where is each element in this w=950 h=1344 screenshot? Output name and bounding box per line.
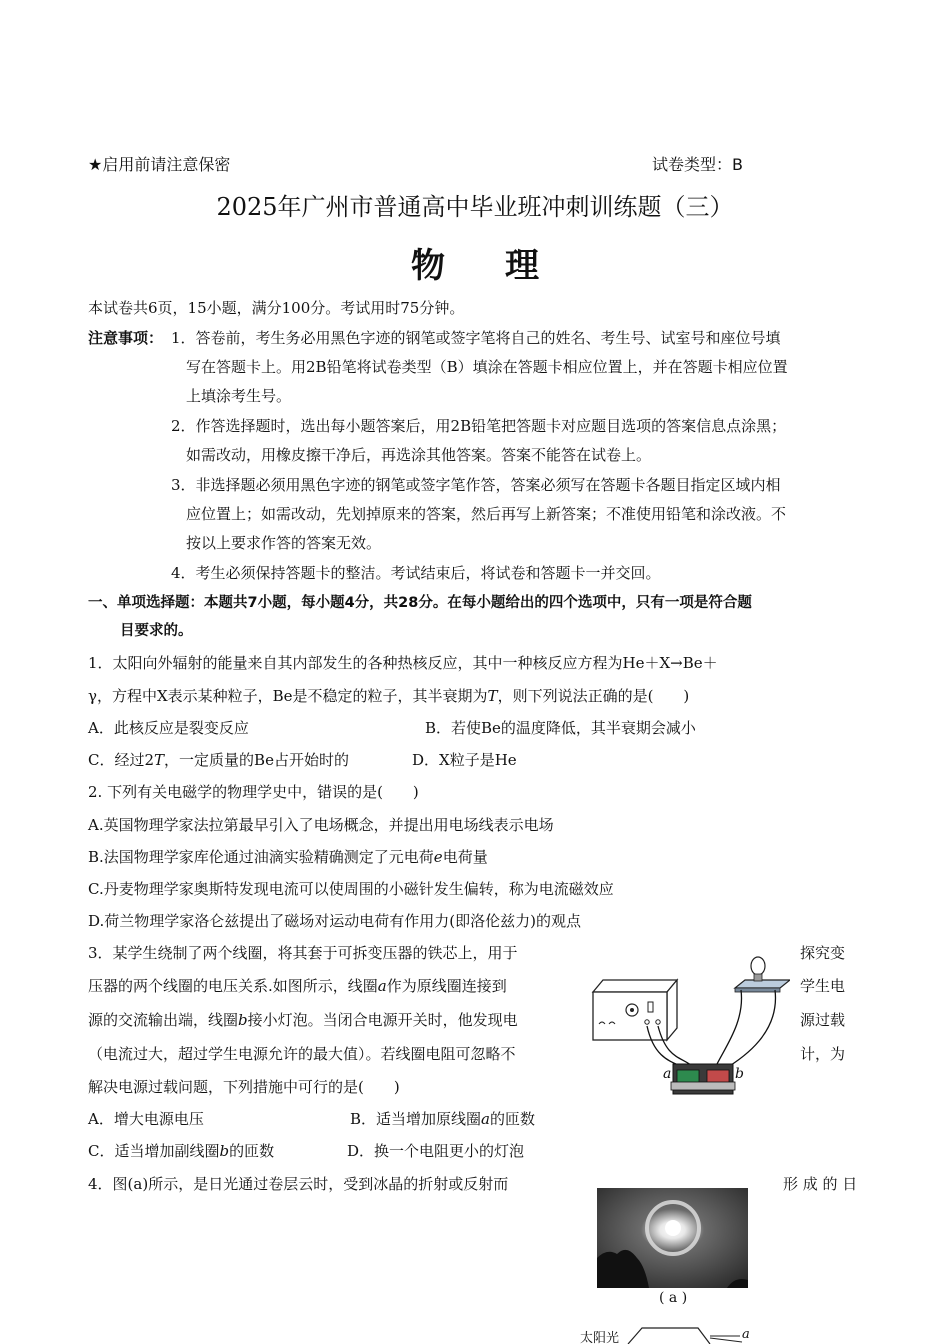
q4-stem-line1: 4．图(a)所示，是日光通过卷层云时，受到冰晶的折射或反射而 bbox=[88, 1175, 509, 1193]
q3-option-d: D．换一个电阻更小的灯泡 bbox=[347, 1142, 525, 1160]
q3-option-a: A．增大电源电压 bbox=[88, 1110, 204, 1128]
transformer-core-icon bbox=[671, 1064, 735, 1094]
coil-b-label: b bbox=[735, 1066, 744, 1082]
section-heading-cont: 目要求的。 bbox=[120, 623, 193, 639]
notice-item-3-line3: 按以上要求作答的答案无效。 bbox=[186, 534, 382, 552]
halo-photo bbox=[597, 1188, 748, 1288]
paper-type: 试卷类型：B bbox=[652, 155, 743, 174]
q2-stem: 2. 下列有关电磁学的物理学史中，错误的是( ) bbox=[88, 783, 419, 801]
q1-option-b: B．若使Be的温度降低，其半衰期会减小 bbox=[425, 719, 696, 737]
notice-item-1-line1: 1．答卷前，考生务必用黑色字迹的钢笔或签字笔将自己的姓名、考生号、试室号和座位号填 bbox=[171, 329, 781, 347]
section-heading: 一、单项选择题：本题共7小题，每小题4分，共28分。在每小题给出的四个选项中，只有一项是符合题 bbox=[88, 595, 752, 611]
notice-item-2-line2: 如需改动，用橡皮擦干净后，再选涂其他答案。答案不能答在试卷上。 bbox=[186, 446, 652, 464]
q3-stem-line2: 压器的两个线圈的电压关系.如图所示，线圈a作为原线圈连接到 bbox=[88, 977, 507, 995]
exam-intro: 本试卷共6页，15小题，满分100分。考试用时75分钟。 bbox=[88, 299, 465, 317]
q3-option-b: B．适当增加原线圈a的匝数 bbox=[350, 1110, 535, 1128]
q3-option-c: C．适当增加副线圈b的匝数 bbox=[88, 1142, 275, 1160]
q3-stem-line3-right: 源过载 bbox=[800, 1011, 846, 1029]
q1-option-a: A．此核反应是裂变反应 bbox=[88, 719, 249, 737]
q1-stem-line2: γ，方程中X表示某种粒子，Be是不稳定的粒子，其半衰期为T，则下列说法正确的是( ) bbox=[88, 687, 690, 705]
transformer-figure bbox=[585, 952, 790, 1097]
power-supply-icon bbox=[593, 980, 677, 1040]
q2-option-d: D.荷兰物理学家洛仑兹提出了磁场对运动电荷有作用力(即洛伦兹力)的观点 bbox=[88, 912, 581, 930]
q4-stem-line1-right: 形 成 的 日 bbox=[783, 1175, 858, 1193]
q3-stem-line5: 解决电源过载问题，下列措施中可行的是( ) bbox=[88, 1078, 400, 1096]
confidential-note: ★启用前请注意保密 bbox=[88, 155, 231, 174]
q3-stem-line4-right: 计，为 bbox=[800, 1045, 846, 1063]
bulb-icon bbox=[735, 957, 790, 992]
notice-label: 注意事项： bbox=[88, 329, 164, 347]
q3-stem-line3: 源的交流输出端，线圈b接小灯泡。当闭合电源开关时，他发现电 bbox=[88, 1011, 518, 1029]
notice-item-4-line1: 4．考生必须保持答题卡的整洁。考试结束后，将试卷和答题卡一并交回。 bbox=[171, 564, 661, 582]
q1-stem-line1: 1．太阳向外辐射的能量来自其内部发生的各种热核反应，其中一种核反应方程为He＋X→Be＋ bbox=[88, 654, 718, 672]
coil-a-label: a bbox=[663, 1066, 672, 1082]
notice-item-3-line2: 应位置上；如需改动，先划掉原来的答案，然后再写上新答案；不准使用铅笔和涂改液。不 bbox=[186, 505, 787, 523]
q1-option-c: C．经过2T，一定质量的Be占开始时的 bbox=[88, 751, 349, 769]
q1-option-d: D．X粒子是He bbox=[412, 751, 517, 769]
q3-stem-line2-right: 学生电 bbox=[800, 977, 846, 995]
q2-option-a: A.英国物理学家法拉第最早引入了电场概念，并提出用电场线表示电场 bbox=[88, 816, 554, 834]
q3-stem-line4: （电流过大，超过学生电源允许的最大值）。若线圈电阻可忽略不 bbox=[88, 1045, 516, 1063]
refraction-figure bbox=[570, 1322, 770, 1344]
notice-item-1-line3: 上填涂考生号。 bbox=[186, 387, 292, 405]
subject-title: 物理 bbox=[411, 246, 599, 286]
sunlight-label: 太阳光 bbox=[580, 1331, 620, 1344]
page-title: 2025年广州市普通高中毕业班冲刺训练题（三） bbox=[216, 193, 734, 221]
notice-item-3-line1: 3．非选择题必须用黑色字迹的钢笔或签字笔作答，答案必须写在答题卡各题目指定区域内相 bbox=[171, 476, 781, 494]
notice-item-2-line1: 2．作答选择题时，选出每小题答案后，用2B铅笔把答题卡对应题目选项的答案信息点涂黑； bbox=[171, 417, 787, 435]
q3-stem-line1: 3．某学生绕制了两个线圈，将其套于可拆变压器的铁芯上，用于 bbox=[88, 944, 518, 962]
figure-a-caption: ( a ) bbox=[659, 1290, 688, 1306]
notice-item-1-line2: 写在答题卡上。用2B铅笔将试卷类型（B）填涂在答题卡相应位置上，并在答题卡相应位置 bbox=[186, 358, 788, 376]
ray-a-label: a bbox=[742, 1327, 750, 1342]
q3-stem-line1-right: 探究变 bbox=[800, 944, 846, 962]
q2-option-b: B.法国物理学家库伦通过油滴实验精确测定了元电荷e电荷量 bbox=[88, 848, 488, 866]
q2-option-c: C.丹麦物理学家奥斯特发现电流可以使周围的小磁针发生偏转，称为电流磁效应 bbox=[88, 880, 614, 898]
